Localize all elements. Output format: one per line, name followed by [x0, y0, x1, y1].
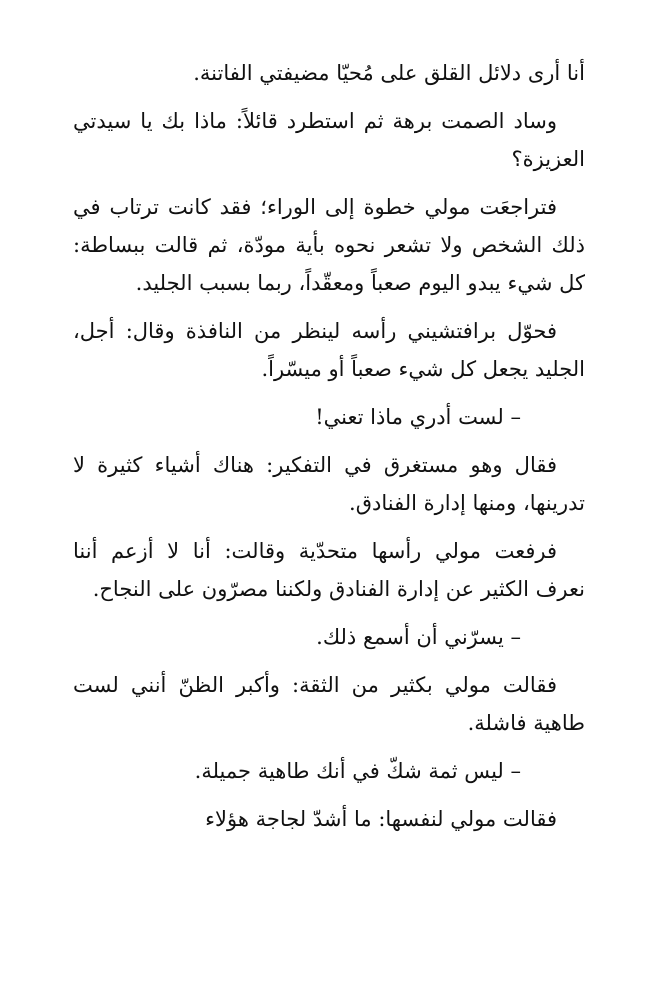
paragraph-2: وساد الصمت برهة ثم استطرد قائلاً: ماذا بك يا سيدتي العزيزة؟: [73, 109, 585, 171]
paragraph-1: أنا أرى دلائل القلق على مُحيّا مضيفتي الفاتنة.: [193, 61, 585, 85]
dialogue-line-2: – يسرّني أن أسمع ذلك.: [316, 625, 521, 649]
dialogue-line-3: – ليس ثمة شكّ في أنك طاهية جميلة.: [194, 759, 521, 783]
paragraph-7: فقالت مولي بكثير من الثقة: وأكبر الظنّ أنني لست طاهية فاشلة.: [73, 673, 585, 735]
paragraph-8: فقالت مولي لنفسها: ما أشدّ لجاجة هؤلاء: [205, 807, 557, 831]
dialogue-line-1: – لست أدري ماذا تعني!: [315, 405, 521, 429]
page-text: [73, 54, 585, 848]
paragraph-4: فحوّل برافتشيني رأسه لينظر من النافذة وقال: أجل، الجليد يجعل كل شيء صعباً أو ميسّراً.: [73, 319, 585, 381]
paragraph-3: فتراجعَت مولي خطوة إلى الوراء؛ فقد كانت ترتاب في ذلك الشخص ولا تشعر نحوه بأية مودّة، ثم قالت ببساطة: كل شيء يبدو اليوم صعباً ومعقّداً، ربما بسبب الجليد.: [73, 195, 585, 295]
paragraph-5: فقال وهو مستغرق في التفكير: هناك أشياء كثيرة لا تدرينها، ومنها إدارة الفنادق.: [73, 453, 585, 515]
paragraph-6: فرفعت مولي رأسها متحدّية وقالت: أنا لا أزعم أننا نعرف الكثير عن إدارة الفنادق ولكننا مصرّون على النجاح.: [73, 539, 585, 601]
